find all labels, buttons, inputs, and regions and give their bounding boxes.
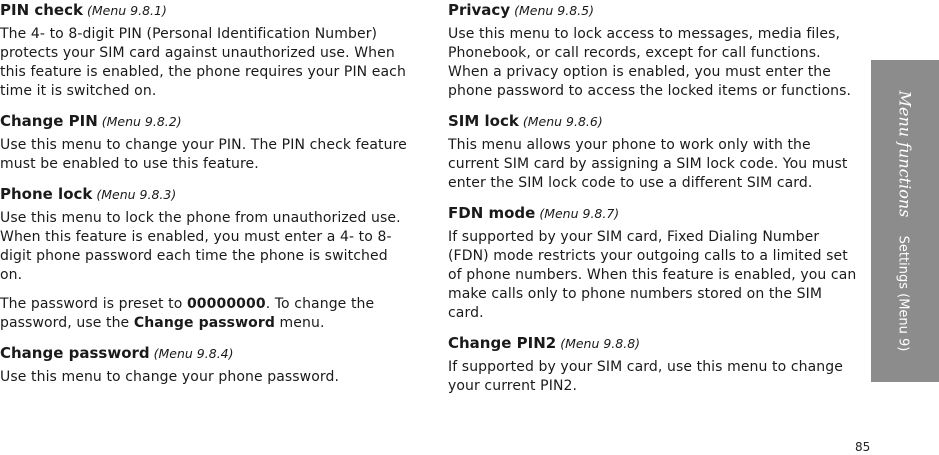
section-heading <box>448 111 858 132</box>
paragraph-text: Use this menu to change your PIN. The PIN check feature must be enabled to use this feature. <box>0 137 407 172</box>
paragraph-text: menu. <box>275 315 325 331</box>
section <box>0 184 410 333</box>
section-paragraph <box>0 209 410 285</box>
section-title: Phone lock <box>0 185 93 203</box>
paragraph-text: Use this menu to change your phone password. <box>0 369 340 385</box>
section-title: SIM lock <box>448 112 519 130</box>
section-title: Change PIN2 <box>448 334 557 352</box>
paragraph-text: If supported by your SIM card, use this menu to change your current PIN2. <box>448 359 843 394</box>
section-paragraph <box>448 358 858 396</box>
section <box>448 0 858 101</box>
section <box>448 333 858 396</box>
paragraph-text: The 4- to 8-digit PIN (Personal Identification Number) protects your SIM card against unauthorized use. When this feature is enabled, the phone requires your PIN each time it is switched on. <box>0 26 406 99</box>
side-tab-subtitle: Settings (Menu 9) <box>895 235 911 352</box>
section-heading <box>448 333 858 354</box>
paragraph-text: The password is preset to <box>0 296 187 312</box>
section-heading <box>448 0 858 21</box>
section-heading <box>448 203 858 224</box>
section-paragraph <box>448 228 858 323</box>
paragraph-text: Use this menu to lock the phone from unauthorized use. When this feature is enabled, you must enter a 4- to 8-digit phone password each time the phone is switched on. <box>0 210 401 283</box>
emphasis-text: Change password <box>133 315 275 331</box>
section-title: FDN mode <box>448 204 536 222</box>
section-heading <box>0 184 410 205</box>
section-title: Change password <box>0 344 150 362</box>
side-tab-title: Menu functions <box>895 90 915 218</box>
section-paragraph <box>0 295 410 333</box>
section <box>448 111 858 193</box>
menu-reference: (Menu 9.8.6) <box>522 114 603 129</box>
section <box>0 0 410 101</box>
paragraph-text: . To change the password, use the <box>0 296 375 331</box>
paragraph-text: This menu allows your phone to work only with the current SIM card by assigning a SIM lock code. You must enter the SIM lock code to use a different SIM card. <box>448 137 848 191</box>
side-tab-text <box>896 91 915 352</box>
section-heading <box>0 0 410 21</box>
section-paragraph <box>0 25 410 101</box>
emphasis-text: 00000000 <box>186 296 266 312</box>
section-title: Change PIN <box>0 112 98 130</box>
section <box>0 343 410 387</box>
section <box>0 111 410 174</box>
menu-reference: (Menu 9.8.3) <box>96 187 177 202</box>
menu-reference: (Menu 9.8.8) <box>560 336 641 351</box>
section-paragraph <box>448 136 858 193</box>
menu-reference: (Menu 9.8.5) <box>514 3 594 18</box>
section-heading <box>0 111 410 132</box>
menu-reference: (Menu 9.8.7) <box>539 206 620 221</box>
section <box>448 203 858 323</box>
section-paragraph <box>0 368 410 387</box>
paragraph-text: Use this menu to lock access to messages, media files, Phonebook, or call records, except for call functions. When a privacy option is enabled, you must enter the phone password to access the locked items or functions. <box>448 26 852 99</box>
right-column <box>448 0 858 406</box>
section-heading <box>0 343 410 364</box>
page-number: 85 <box>855 440 871 454</box>
section-title: Privacy <box>448 1 511 19</box>
section-paragraph <box>448 25 858 101</box>
section-paragraph <box>0 136 410 174</box>
menu-reference: (Menu 9.8.1) <box>86 3 167 18</box>
menu-reference: (Menu 9.8.2) <box>101 114 182 129</box>
left-column <box>0 0 410 397</box>
menu-reference: (Menu 9.8.4) <box>153 346 234 361</box>
side-tab <box>871 60 939 382</box>
paragraph-text: If supported by your SIM card, Fixed Dialing Number (FDN) mode restricts your outgoing calls to a limited set of phone numbers. When this feature is enabled, you can make calls only to phone numbers stored on the SIM card. <box>448 229 857 321</box>
section-title: PIN check <box>0 1 83 19</box>
